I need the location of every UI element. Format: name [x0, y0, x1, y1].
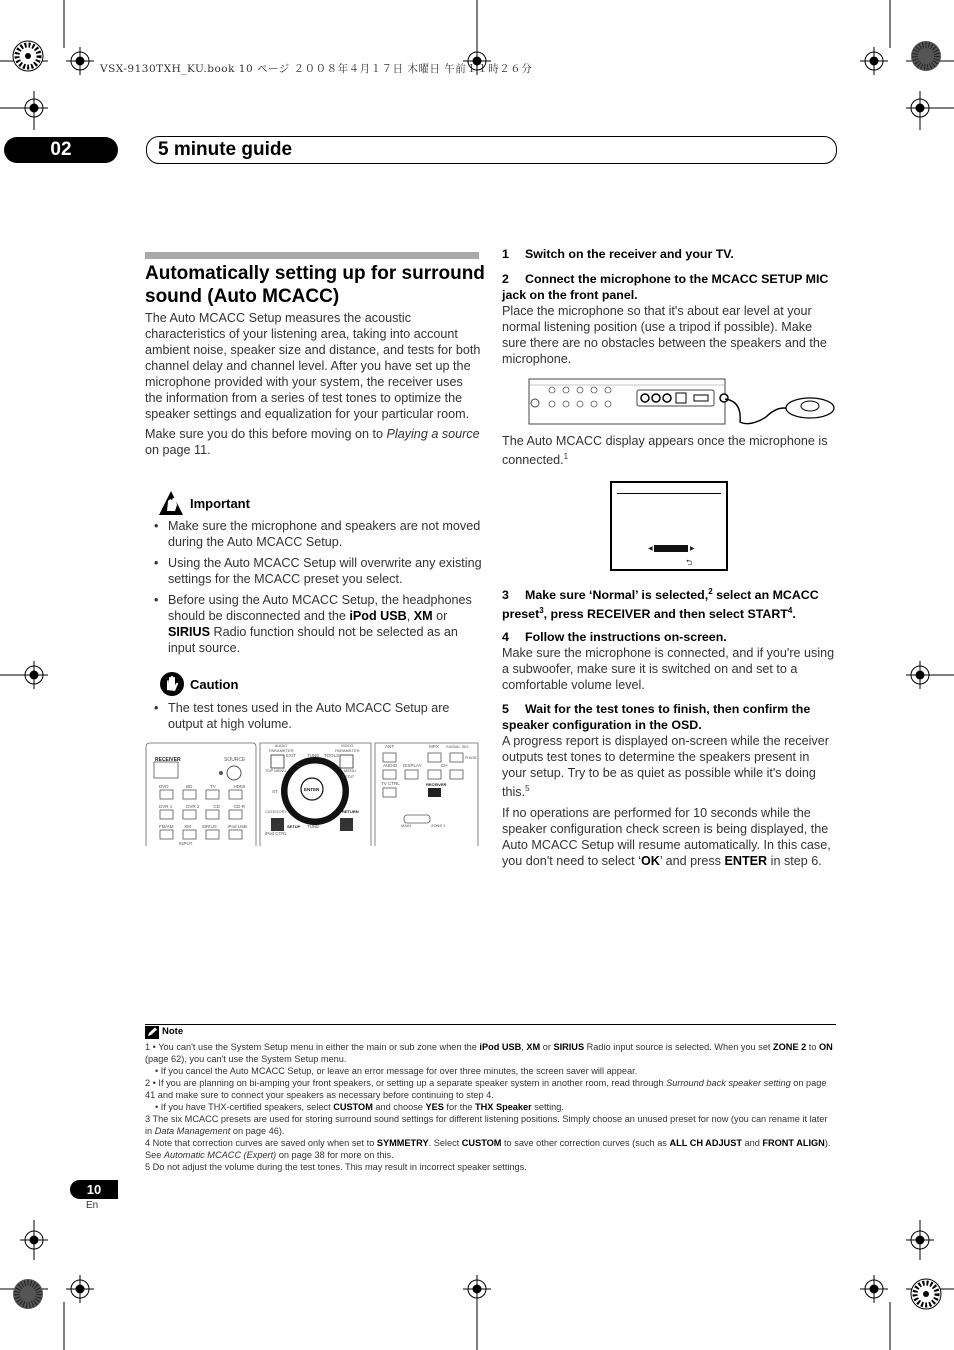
n4-pre: 4 Note that correction curves are saved only when set to [145, 1138, 377, 1148]
remote-input-label: INPUT [179, 841, 193, 846]
remote-setup: SETUP [287, 824, 301, 829]
chapter-title: 5 minute guide [158, 139, 293, 160]
b3-sirius: SIRIUS [168, 625, 210, 639]
step-5-number: 5 [502, 702, 509, 716]
display-appears-sentence: The Auto MCACC display appears once the microphone is connected. [502, 434, 828, 468]
remote-tv-ctrl: TV CTRL [381, 781, 400, 786]
n4-mid: to save other correction curves (such as [501, 1138, 670, 1148]
step-3-text-b: select an MCACC preset [502, 588, 819, 622]
note-2a [145, 1077, 837, 1101]
step-2-text: Connect the microphone to the MCACC SETUP MIC jack on the front panel. [502, 272, 829, 302]
n4-sym: SYMMETRY [376, 1138, 429, 1148]
n1a-xm: XM [526, 1042, 541, 1052]
important-bullet-2: • Using the Auto MCACC Setup will overwrite any existing settings for the MCACC preset you select. [146, 555, 482, 587]
make-sure-paragraph [145, 426, 483, 458]
remote-display: DISPLAY [403, 763, 422, 768]
note-pencil-icon [145, 1026, 159, 1039]
n2b-pre: • If you have THX-certified speakers, select [155, 1102, 334, 1112]
n4-link[interactable]: Automatic MCACC (Expert) [163, 1150, 277, 1160]
remote-tools: TOOLS [324, 753, 340, 758]
step-4 [502, 629, 836, 645]
remote-sirius: SIRIUS [201, 824, 217, 829]
osd-left-arrow-icon: ◀ [648, 546, 653, 552]
remote-cd: CD [213, 804, 220, 809]
remote-dvr2: DVR 2 [186, 804, 200, 809]
caution-hand-icon [159, 671, 185, 697]
display-appears-text [502, 433, 836, 468]
step-2-number: 2 [502, 272, 509, 286]
step-5-body2-post: in step 6. [767, 854, 822, 869]
important-icon [158, 490, 184, 516]
remote-fmam: FM/AM [159, 824, 174, 829]
osd-return-icon: ⮌ [686, 558, 693, 567]
remote-tune: TUNE [307, 753, 320, 758]
step-3-number: 3 [502, 588, 509, 603]
remote-dvr1: DVR 1 [159, 804, 173, 809]
footnote-ref-4[interactable]: 4 [787, 606, 793, 616]
remote-ipod: iPod USB [227, 824, 247, 829]
step-3-text-c: , press RECEIVER and then select START [543, 607, 788, 622]
note-3 [145, 1113, 837, 1137]
step-5-body-text: A progress report is displayed on-screen while the receiver outputs test tones to determine the speakers present in your setup. Try to be as quiet as possible while it's doing this. [502, 734, 829, 800]
n1a-ipod: iPod USB [479, 1042, 522, 1052]
n3-pre: 3 The six MCACC presets are used for storing surround sound settings for different listening positions. Simply choose an unused preset for now (you can rename it later in [145, 1114, 828, 1136]
note-4 [145, 1137, 837, 1161]
remote-audio-param: AUDIO PARAMETER [269, 743, 294, 753]
n1a-or: or [540, 1042, 554, 1052]
step-5-body2-mid: ’ and press [659, 854, 725, 869]
step-3-text-a: Make sure ‘Normal’ is selected, [525, 588, 709, 603]
step-5-block [502, 701, 836, 869]
remote-category: CATEGORY [265, 809, 288, 814]
note-1a [145, 1041, 837, 1065]
step-5-body [502, 733, 836, 800]
make-sure-text: Make sure you do this before moving on to [145, 427, 387, 441]
caution-bullet-1: • The test tones used in the Auto MCACC Setup are output at high volume. [146, 700, 482, 732]
remote-top-menu: TOP MENU [265, 768, 286, 773]
important-list [146, 518, 482, 656]
b3-post: Radio function should not be selected as an input source. [168, 625, 458, 655]
n4-and: and [741, 1138, 763, 1148]
b3-ipod: iPod USB [349, 609, 407, 623]
footnote-ref-1[interactable]: 1 [563, 452, 569, 461]
step-5 [502, 701, 836, 733]
n2b-thx: THX Speaker [475, 1102, 532, 1112]
n4-custom: CUSTOM [461, 1138, 502, 1148]
intro-paragraph: The Auto MCACC Setup measures the acoustic characteristics of your listening area, taking into account ambient noise, speaker size and distance, and tests for both channel delay and channel level. After you have set up the microphone provided with your system, the receiver uses the information from a series of test tones to optimize the speaker settings and equalization for your particular room. [145, 311, 481, 421]
step-1 [502, 246, 836, 262]
caution-list [146, 700, 482, 732]
n1a-mid: Radio input source is selected. When you set [584, 1042, 774, 1052]
remote-tedit: T.EDIT [342, 774, 355, 779]
important-bullet-3 [146, 592, 482, 656]
step-4-block [502, 629, 836, 693]
caution-label: Caution [190, 677, 239, 692]
remote-phase: PHASE [465, 756, 477, 760]
n4-front: FRONT ALIGN [762, 1138, 825, 1148]
n2a-link[interactable]: Surround back speaker setting [666, 1078, 791, 1088]
step-5-body-2 [502, 805, 836, 869]
chapter-number: 02 [4, 137, 118, 163]
b3-text: Before using the Auto MCACC Setup, the headphones should be disconnected and the [168, 593, 472, 623]
remote-ipod-ctrl: iPod CTRL [265, 831, 288, 836]
step-2-block [502, 271, 836, 367]
remote-ant: ANT [385, 744, 394, 749]
n1a-pre: 1 • You can't use the System Setup menu in either the main or sub zone when the [145, 1042, 480, 1052]
remote-enter: ENTER [304, 787, 320, 792]
step-2 [502, 271, 836, 303]
note-rule [145, 1024, 836, 1025]
n1a-on: ON [819, 1042, 833, 1052]
n2b-post: setting. [531, 1102, 564, 1112]
n2a-post: on page 41 and make sure to connect your speakers as necessary before continuing to step 4. [145, 1078, 827, 1100]
step-3-text-d: . [792, 607, 796, 622]
step-4-number: 4 [502, 630, 509, 644]
step-5-body2-pre: If no operations are performed for 10 seconds while the speaker configuration check screen is being displayed, the Auto MCACC Setup will resume automatically. In this case, you don't need to select ‘ [502, 806, 831, 869]
step-3 [502, 584, 836, 622]
n4-sel: . Select [428, 1138, 462, 1148]
osd-rule [617, 493, 721, 494]
remote-ch: CH [441, 763, 448, 768]
note-1b: • If you cancel the Auto MCACC Setup, or leave an error message for over three minutes, the screen saver will appear. [155, 1066, 638, 1076]
playing-source-link[interactable]: Playing a source [386, 427, 480, 441]
remote-row3-labels [159, 824, 247, 829]
n1a-c: , [521, 1042, 527, 1052]
n2b-yes: YES [425, 1102, 444, 1112]
remote-exit: EXIT [286, 753, 297, 758]
intro-block [145, 310, 483, 458]
footnote-ref-2[interactable]: 2 [708, 587, 713, 596]
important-bullet-1: • Make sure the microphone and speakers are not moved during the Auto MCACC Setup. [146, 518, 482, 550]
remote-main: MAIN [401, 823, 411, 828]
n1a-to: to [806, 1042, 820, 1052]
n4-see: ). See [145, 1138, 831, 1160]
remote-source-label: SOURCE [224, 757, 246, 763]
footnote-ref-5[interactable]: 5 [525, 784, 530, 793]
n1a-zone: ZONE 2 [773, 1042, 807, 1052]
b3-xm: XM [413, 609, 433, 623]
section-rule [145, 252, 479, 259]
remote-row2-labels [159, 804, 245, 809]
remote-signal-sel: SIGNAL SEL [446, 744, 470, 749]
step-1-text: Switch on the receiver and your TV. [525, 247, 734, 261]
n2b-for: for the [443, 1102, 476, 1112]
remote-tv: TV [210, 784, 216, 789]
remote-receiver-label: RECEIVER [155, 757, 181, 763]
n1a-post: (page 62), you can't use the System Setup menu. [145, 1054, 347, 1064]
n4-post: on page 38 for more on this. [276, 1150, 394, 1160]
remote-cdr: CD-R [233, 804, 245, 809]
step-4-body: Make sure the microphone is connected, and if you're using a subwoofer, make sure it is switched on and set to a comfortable volume level. [502, 646, 835, 692]
remote-row1-labels [159, 784, 245, 789]
note-label: Note [162, 1026, 184, 1037]
enter-label: ENTER [724, 854, 768, 869]
remote-st-left: ST [272, 789, 278, 794]
remote-bd: BD [186, 784, 193, 789]
remote-mpx: MPX [429, 744, 439, 749]
step-2-body: Place the microphone so that it's about ear level at your normal listening position (use a tripod if possible). Make sure there are no obstacles between the speakers and the microphone. [502, 304, 827, 366]
b3-or: or [432, 609, 448, 623]
page-number: 10 [70, 1180, 118, 1199]
make-sure-page: on page 11. [145, 443, 211, 457]
remote-illustration [145, 741, 479, 846]
ok-label: OK [640, 854, 660, 869]
step-5-text: Wait for the test tones to finish, then confirm the speaker configuration in the OSD. [502, 702, 811, 732]
osd-screen-illustration [610, 481, 728, 571]
step-1-number: 1 [502, 247, 509, 261]
n4-all: ALL CH ADJUST [669, 1138, 742, 1148]
note-2b [145, 1101, 837, 1113]
remote-tune2: TUNE [307, 824, 320, 829]
remote-xm: XM [184, 824, 191, 829]
osd-selector [654, 545, 688, 552]
n2b-custom: CUSTOM [333, 1102, 373, 1112]
n2b-mid: and choose [372, 1102, 426, 1112]
remote-zone2: ZONE 2 [431, 823, 446, 828]
n1a-sirius: SIRIUS [553, 1042, 585, 1052]
remote-menu: MENU [344, 768, 356, 773]
remote-video-param: VIDEO PARAMETER [335, 743, 360, 753]
n2a-pre: 2 • If you are planning on bi-amping your front speakers, or setting up a separate speaker system in another room, read through [145, 1078, 667, 1088]
n3-link[interactable]: Data Management [154, 1126, 231, 1136]
remote-receiver2: RECEIVER [426, 782, 447, 787]
remote-return: RETURN [342, 809, 359, 814]
front-panel-mic-illustration [528, 377, 840, 429]
b3-comma: , [406, 609, 414, 623]
step-4-text: Follow the instructions on-screen. [525, 630, 727, 644]
remote-hdmi: HDMI [233, 784, 245, 789]
remote-dvd: DVD [159, 784, 169, 789]
print-header: VSX-9130TXH_KU.book 10 ページ ２００８年４月１７日 木曜日 午前１１時２６分 [100, 63, 533, 75]
section-title: Automatically setting up for surround sound (Auto MCACC) [145, 263, 485, 307]
footnote-ref-3[interactable]: 3 [539, 606, 544, 616]
n3-post: on page 46). [230, 1126, 285, 1136]
osd-right-arrow-icon: ▶ [690, 546, 695, 552]
important-label: Important [190, 496, 250, 511]
step-3-heading [502, 584, 836, 622]
page-language: En [86, 1200, 99, 1211]
note-5: 5 Do not adjust the volume during the test tones. This may result in incorrect speaker settings. [145, 1162, 527, 1172]
remote-audio: AUDIO [383, 763, 398, 768]
notes-block [145, 1041, 837, 1173]
